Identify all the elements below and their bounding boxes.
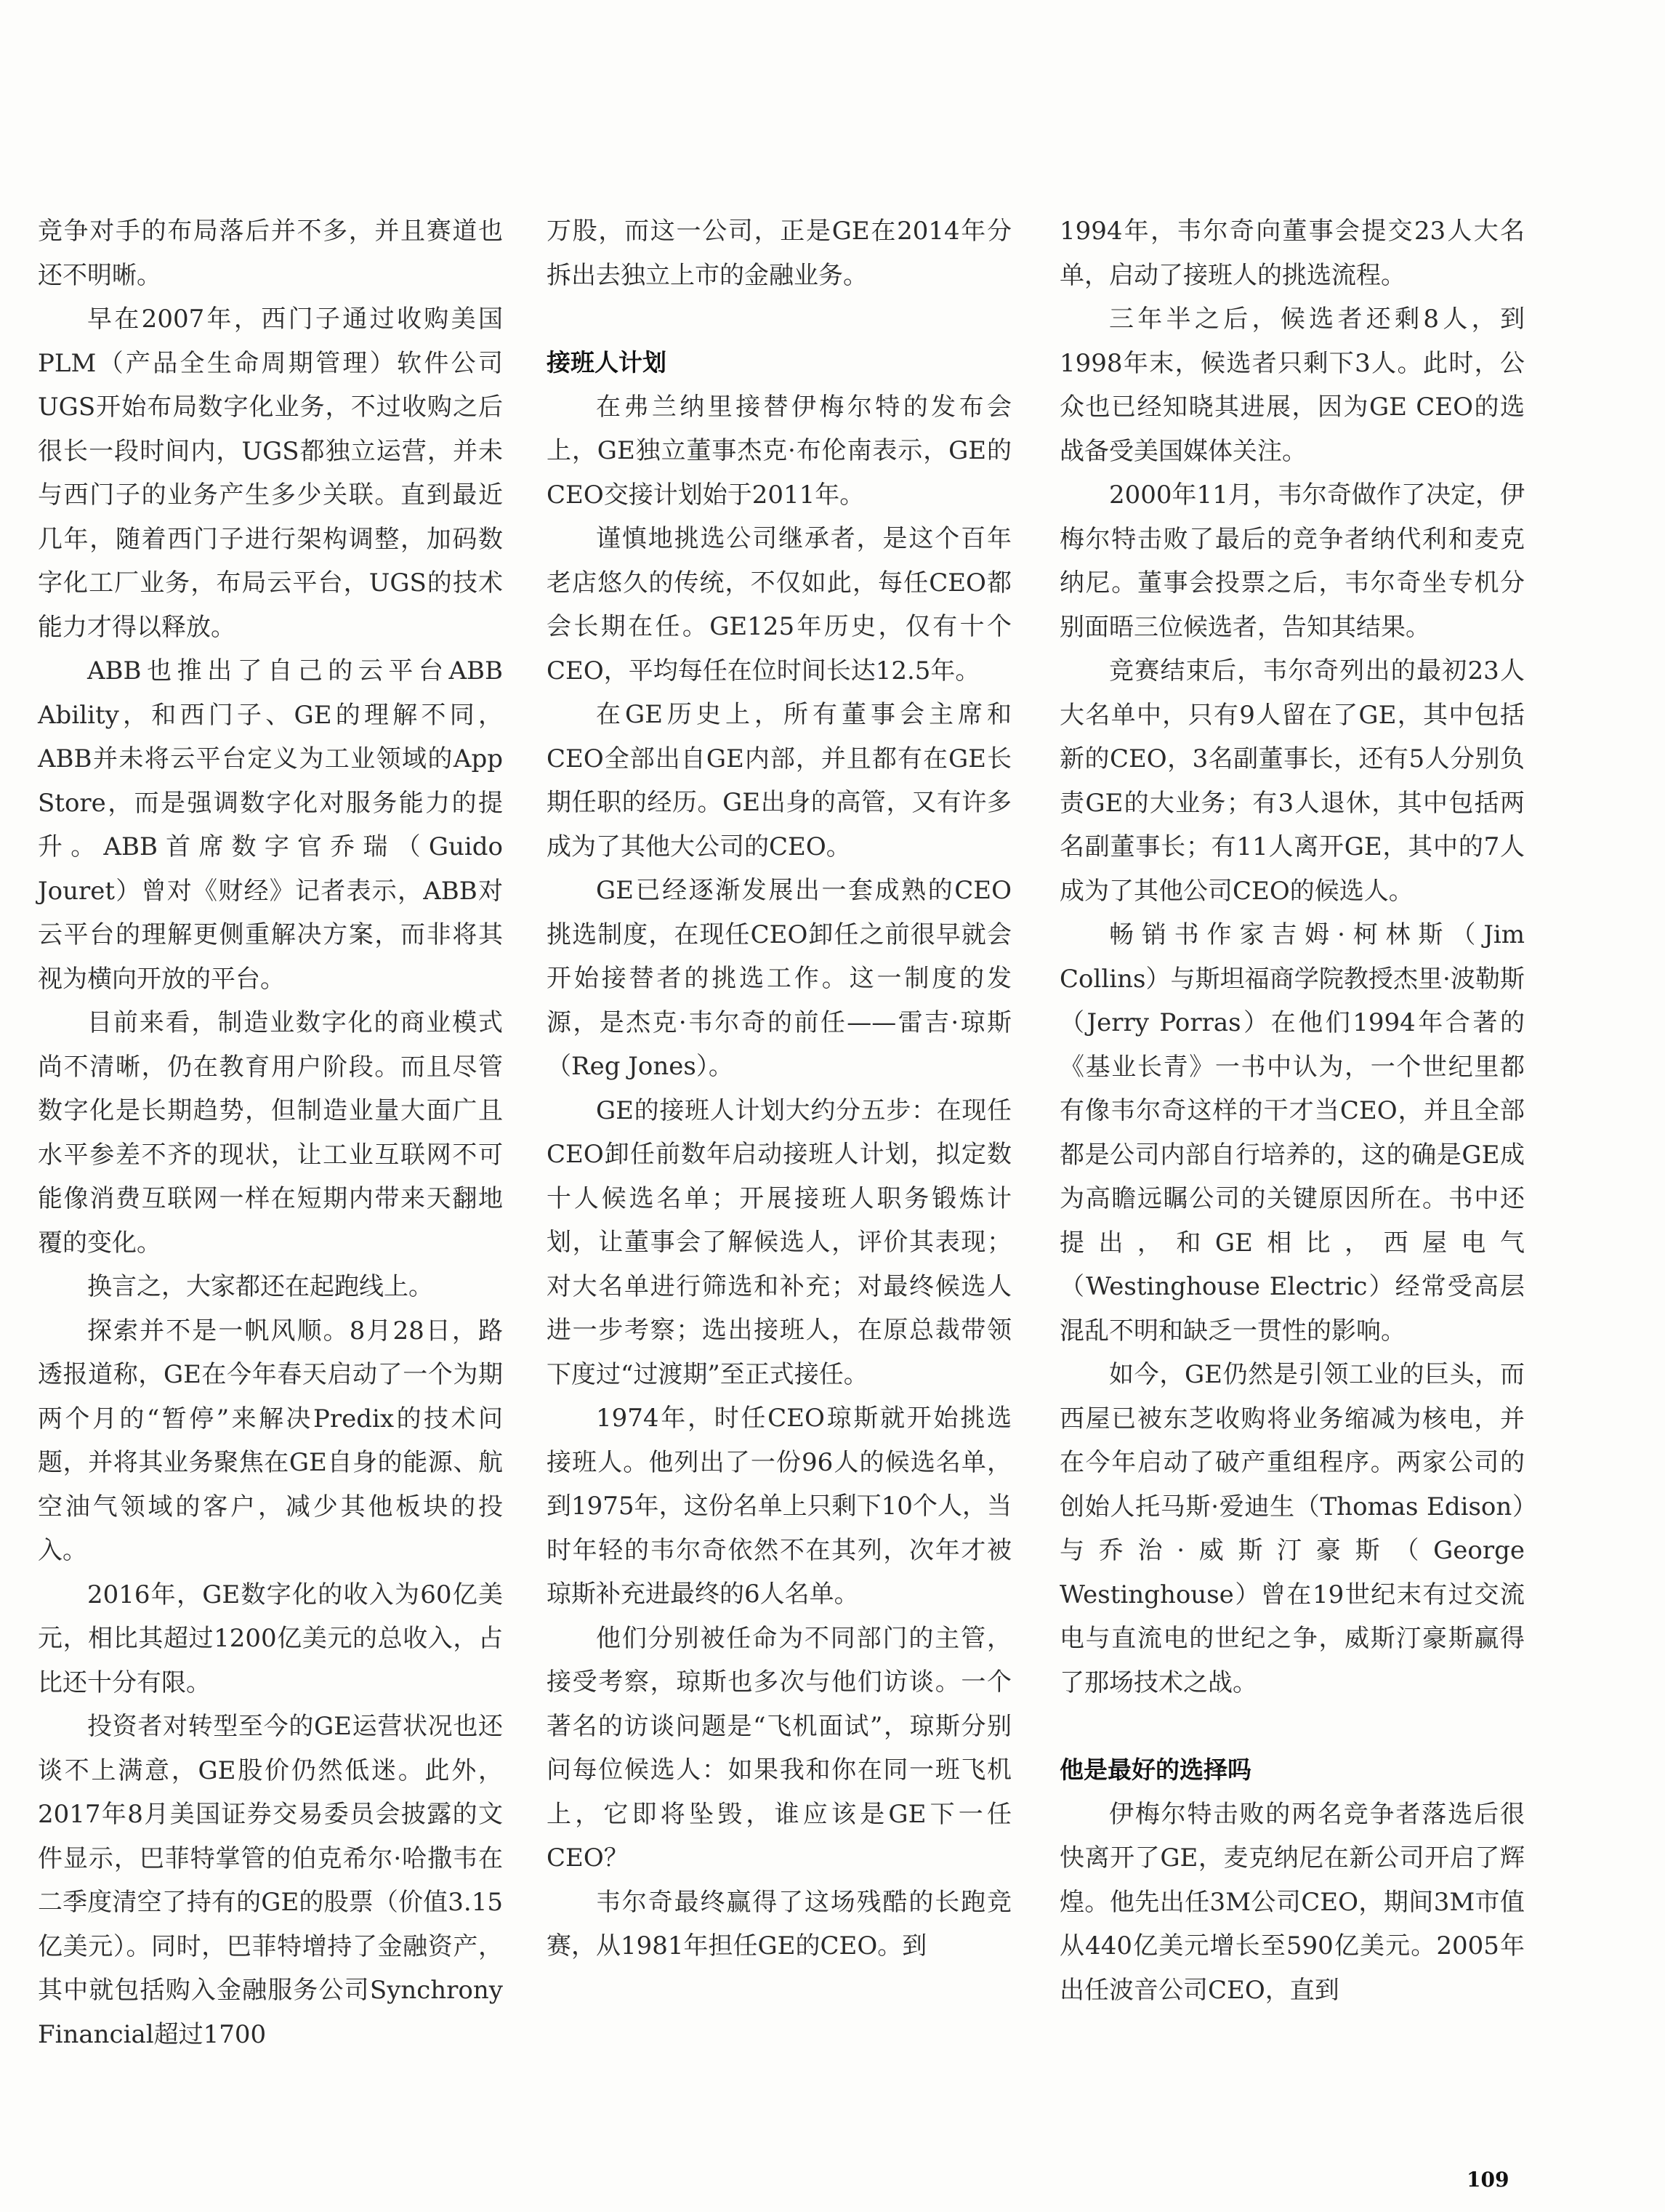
paragraph: 如今，GE仍然是引领工业的巨头，而西屋已被东芝收购将业务缩减为核电，并在今年启动了破产重组程序。两家公司的创始人托马斯·爱迪生（Thomas Edison）与乔治·威斯汀豪斯（George Westinghouse）曾在19世纪末有过交流电与直流电的世纪之争，威斯汀豪斯赢得了那场技术之战。 xyxy=(1060,1360,1525,1697)
column-2 xyxy=(547,209,1012,1968)
paragraph: 2016年，GE数字化的收入为60亿美元，相比其超过1200亿美元的总收入，占比还十分有限。 xyxy=(38,1580,503,1697)
paragraph: 畅销书作家吉姆·柯林斯（Jim Collins）与斯坦福商学院教授杰里·波勒斯（Jerry Porras）在他们1994年合著的《基业长青》一书中认为，一个世纪里都有像韦尔奇这样的干才当CEO，并且全部都是公司内部自行培养的，这的确是GE成为高瞻远瞩公司的关键原因所在。书中还提出，和GE相比，西屋电气（Westinghouse Electric）经常受高层混乱不明和缺乏一贯性的影响。 xyxy=(1060,920,1525,1346)
section-heading: 他是最好的选择吗 xyxy=(1060,1755,1251,1784)
paragraph: 早在2007年，西门子通过收购美国PLM（产品全生命周期管理）软件公司UGS开始布局数字化业务，不过收购之后很长一段时间内，UGS都独立运营，并未与西门子的业务产生多少关联。直到最近几年，随着西门子进行架构调整，加码数字化工厂业务，布局云平台，UGS的技术能力才得以释放。 xyxy=(38,305,503,642)
paragraph: 目前来看，制造业数字化的商业模式尚不清晰，仍在教育用户阶段。而且尽管数字化是长期趋势，但制造业量大面广且水平参差不齐的现状，让工业互联网不可能像消费互联网一样在短期内带来天翻地覆的变化。 xyxy=(38,1008,503,1258)
paragraph: GE的接班人计划大约分五步：在现任CEO卸任前数年启动接班人计划，拟定数十人候选名单；开展接班人职务锻炼计划，让董事会了解候选人，评价其表现；对大名单进行筛选和补充；对最终候选人进一步考察；选出接班人，在原总裁带领下度过“过渡期”至正式接任。 xyxy=(547,1095,1012,1389)
paragraph: GE已经逐渐发展出一套成熟的CEO挑选制度，在现任CEO卸任之前很早就会开始接替者的挑选工作。这一制度的发源，是杰克·韦尔奇的前任——雷吉·琼斯（Reg Jones）。 xyxy=(547,876,1012,1081)
paragraph: 2000年11月，韦尔奇做作了决定，伊梅尔特击败了最后的竞争者纳代利和麦克纳尼。董事会投票之后，韦尔奇坐专机分别面晤三位候选者，告知其结果。 xyxy=(1060,480,1525,642)
paragraph: 1994年，韦尔奇向董事会提交23人大名单，启动了接班人的挑选流程。 xyxy=(1060,217,1525,290)
paragraph: 谨慎地挑选公司继承者，是这个百年老店悠久的传统，不仅如此，每任CEO都会长期在任。GE125年历史，仅有十个CEO，平均每任在位时间长达12.5年。 xyxy=(547,524,1012,685)
paragraph: 1974年，时任CEO琼斯就开始挑选接班人。他列出了一份96人的候选名单，到1975年，这份名单上只剩下10个人，当时年轻的韦尔奇依然不在其列，次年才被琼斯补充进最终的6人名单。 xyxy=(547,1404,1012,1609)
paragraph: 投资者对转型至今的GE运营状况也还谈不上满意，GE股价仍然低迷。此外，2017年8月美国证券交易委员会披露的文件显示，巴菲特掌管的伯克希尔·哈撒韦在二季度清空了持有的GE的股票（价值3.15亿美元）。同时，巴菲特增持了金融资产，其中就包括购入金融服务公司Synchrony Financial超过1700 xyxy=(38,1712,503,2049)
paragraph: 韦尔奇最终赢得了这场残酷的长跑竞赛，从1981年担任GE的CEO。到 xyxy=(547,1887,1012,1960)
paragraph: 探索并不是一帆风顺。8月28日，路透报道称，GE在今年春天启动了一个为期两个月的“暂停”来解决Predix的技术问题，并将其业务聚焦在GE自身的能源、航空油气领域的客户，减少其他板块的投入。 xyxy=(38,1316,503,1565)
page-number: 109 xyxy=(1467,2168,1509,2192)
column-3 xyxy=(1060,209,1525,2012)
paragraph: 竞赛结束后，韦尔奇列出的最初23人大名单中，只有9人留在了GE，其中包括新的CEO，3名副董事长，还有5人分别负责GE的大业务；有3人退休，其中包括两名副董事长；有11人离开GE，其中的7人成为了其他公司CEO的候选人。 xyxy=(1060,656,1525,906)
paragraph: ABB也推出了自己的云平台ABB Ability，和西门子、GE的理解不同，ABB并未将云平台定义为工业领域的App Store，而是强调数字化对服务能力的提升。ABB首席数字官乔瑞（Guido Jouret）曾对《财经》记者表示，ABB对云平台的理解更侧重解决方案，而非将其视为横向开放的平台。 xyxy=(38,656,503,994)
paragraph: 伊梅尔特击败的两名竞争者落选后很快离开了GE，麦克纳尼在新公司开启了辉煌。他先出任3M公司CEO，期间3M市值从440亿美元增长至590亿美元。2005年出任波音公司CEO，直到 xyxy=(1060,1799,1525,2005)
paragraph: 换言之，大家都还在起跑线上。 xyxy=(87,1272,433,1301)
paragraph: 万股，而这一公司，正是GE在2014年分拆出去独立上市的金融业务。 xyxy=(547,217,1012,290)
paragraph: 在GE历史上，所有董事会主席和CEO全部出自GE内部，并且都有在GE长期任职的经历。GE出身的高管，又有许多成为了其他大公司的CEO。 xyxy=(547,700,1012,861)
section-heading: 接班人计划 xyxy=(547,348,666,377)
column-1 xyxy=(38,209,503,2056)
paragraph: 三年半之后，候选者还剩8人，到1998年末，候选者只剩下3人。此时，公众也已经知晓其进展，因为GE CEO的选战备受美国媒体关注。 xyxy=(1060,305,1525,466)
paragraph: 在弗兰纳里接替伊梅尔特的发布会上，GE独立董事杰克·布伦南表示，GE的CEO交接计划始于2011年。 xyxy=(547,392,1012,510)
paragraph: 竞争对手的布局落后并不多，并且赛道也还不明晰。 xyxy=(38,217,503,290)
paragraph: 他们分别被任命为不同部门的主管，接受考察，琼斯也多次与他们访谈。一个著名的访谈问题是“飞机面试”，琼斯分别问每位候选人：如果我和你在同一班飞机上，它即将坠毁，谁应该是GE下一任CEO？ xyxy=(547,1623,1012,1873)
